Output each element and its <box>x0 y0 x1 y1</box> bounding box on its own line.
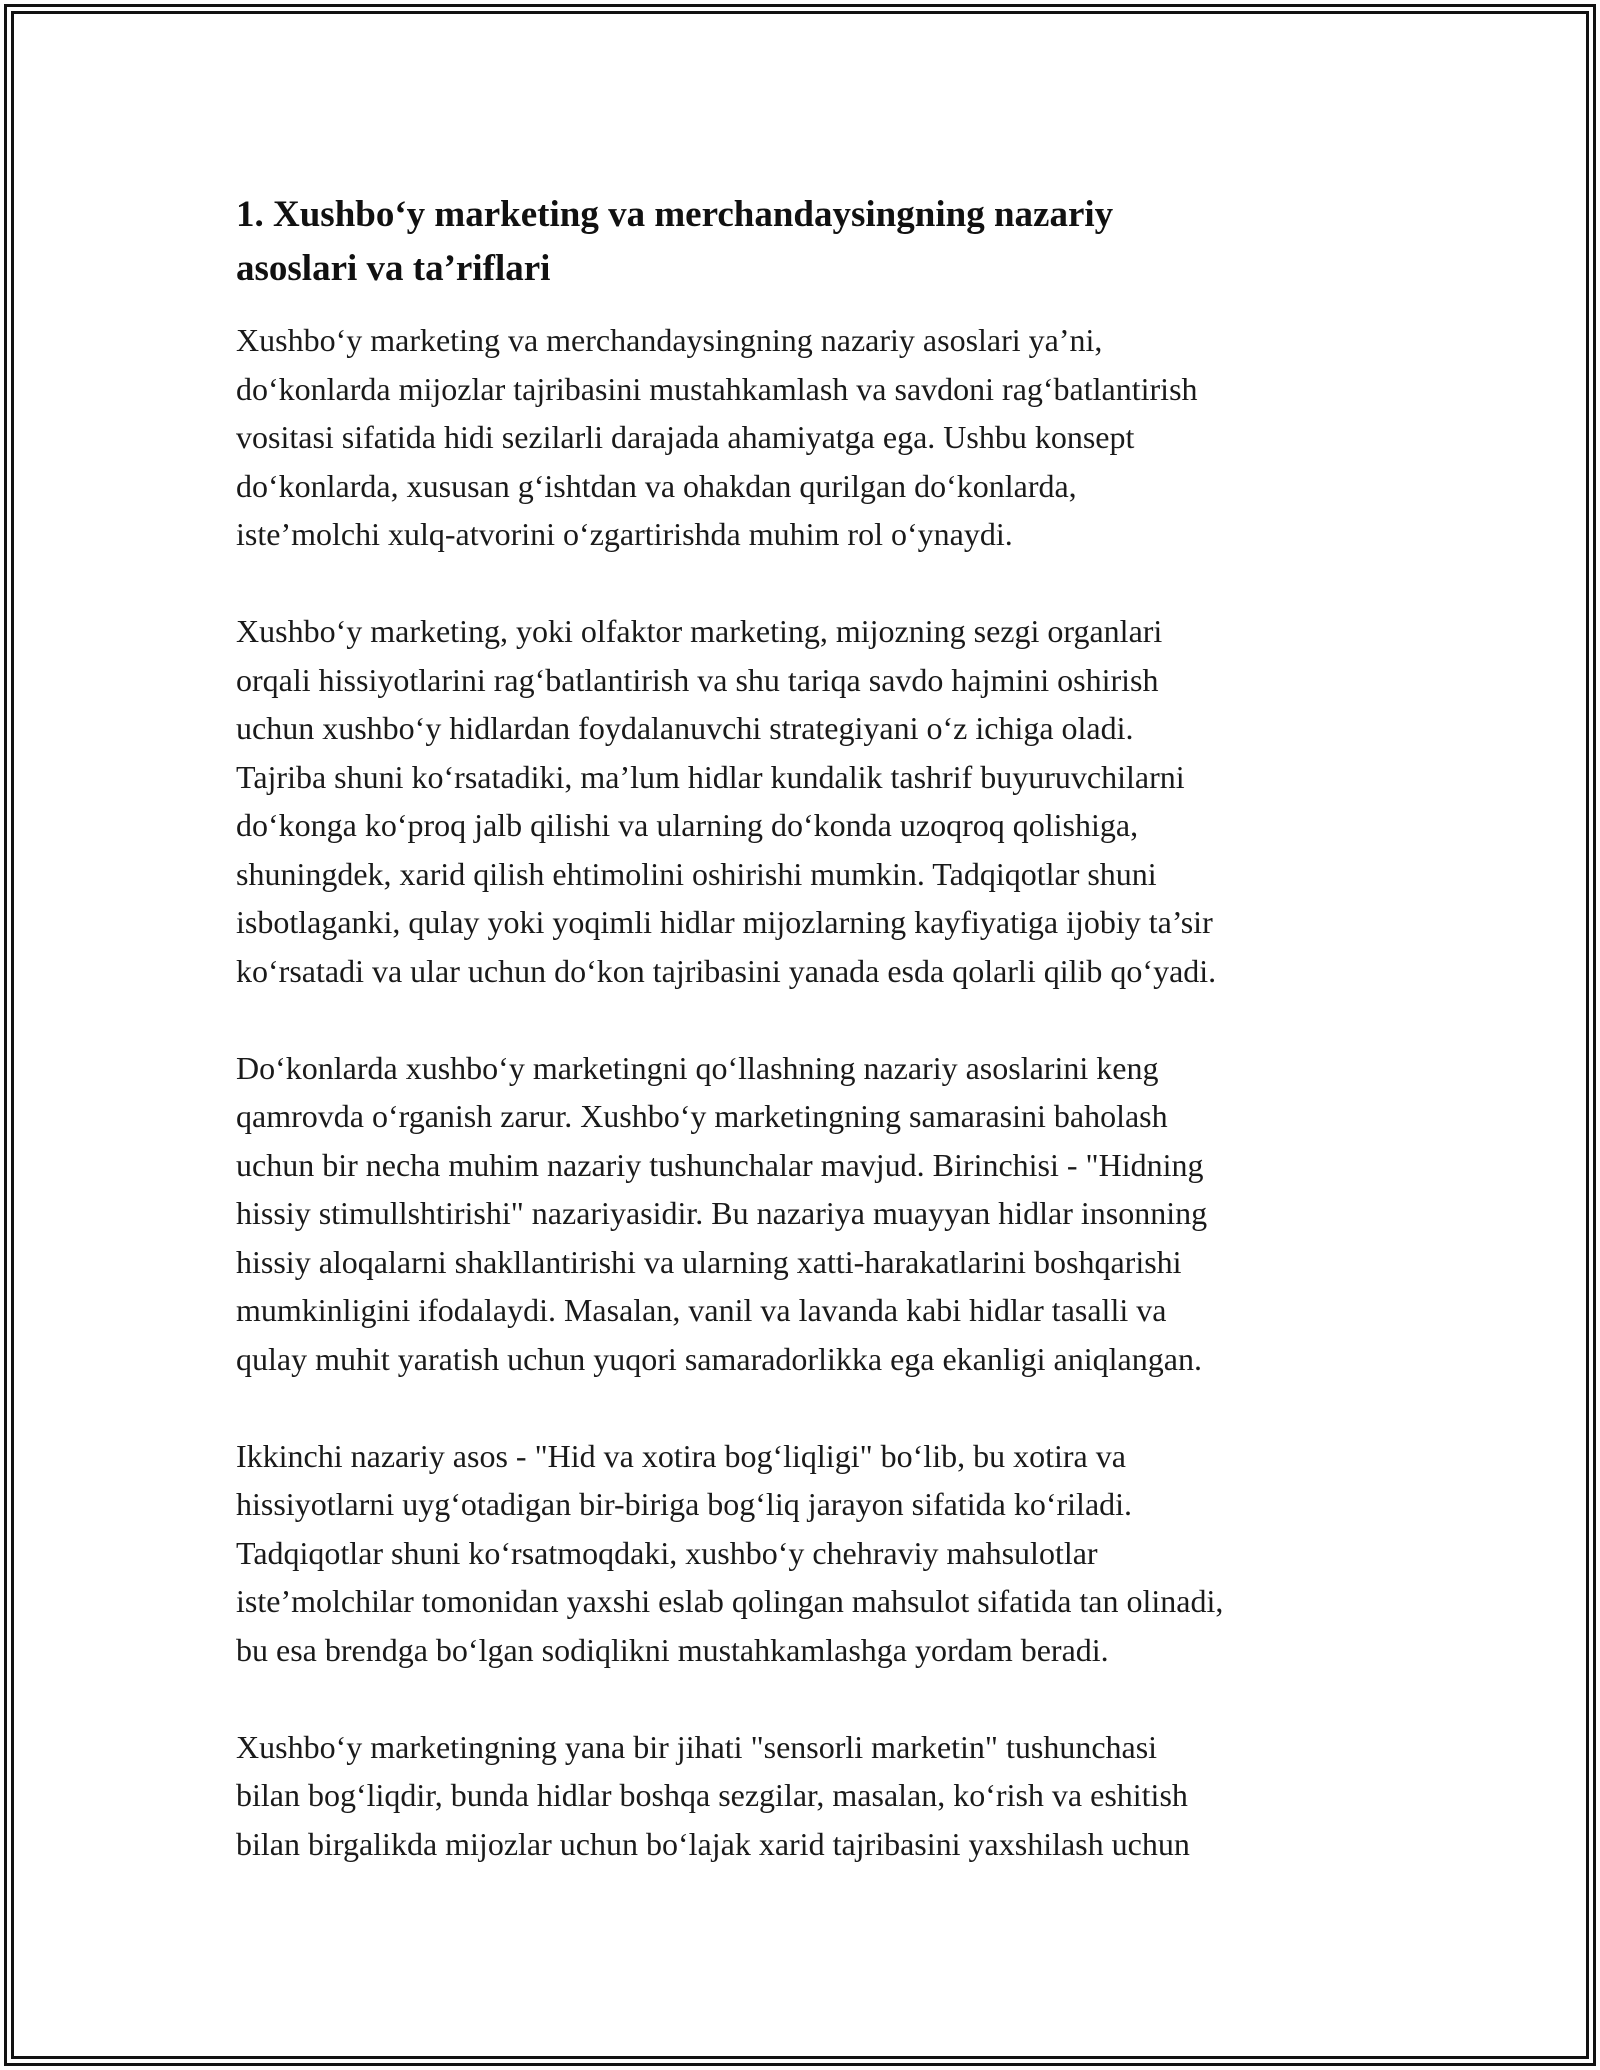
text-line: iste’molchilar tomonidan yaxshi eslab qolingan mahsulot sifatida tan olinadi, <box>236 1583 1224 1619</box>
paragraph-4 <box>236 1432 1376 1675</box>
text-line: mumkinligini ifodalaydi. Masalan, vanil va lavanda kabi hidlar tasalli va <box>236 1292 1167 1328</box>
text-line: Ikkinchi nazariy asos - "Hid va xotira bog‘liqligi" bo‘lib, bu xotira va <box>236 1437 1126 1474</box>
text-line: Xushbo‘y marketingning yana bir jihati "sensorli marketin" tushunchasi <box>236 1728 1158 1765</box>
text-line: isbotlaganki, qulay yoki yoqimli hidlar mijozlarning kayfiyatiga ijobiy ta’sir <box>236 904 1213 940</box>
text-line: do‘konga ko‘proq jalb qilishi va ularning do‘konda uzoqroq qolishiga, <box>236 807 1139 843</box>
text-line: Tadqiqotlar shuni ko‘rsatmoqdaki, xushbo‘y chehraviy mahsulotlar <box>236 1534 1098 1571</box>
text-line: Tajriba shuni ko‘rsatadiki, ma’lum hidlar kundalik tashrif buyuruvchilarni <box>236 758 1185 795</box>
text-line: iste’molchi xulq-atvorini o‘zgartirishda muhim rol o‘ynaydi. <box>236 516 1013 552</box>
text-line: hissiy aloqalarni shakllantirishi va ularning xatti-harakatlarini boshqarishi <box>236 1243 1182 1280</box>
text-line: bu esa brendga bo‘lgan sodiqlikni mustahkamlashga yordam beradi. <box>236 1631 1109 1668</box>
text-line: bilan bog‘liqdir, bunda hidlar boshqa sezgilar, masalan, ko‘rish va eshitish <box>236 1777 1188 1813</box>
text-line: Xushbo‘y marketing va merchandaysingning nazariy asoslari ya’ni, <box>236 322 1103 358</box>
text-line: Do‘konlarda xushbo‘y marketingni qo‘llashning nazariy asoslarini keng <box>236 1049 1159 1086</box>
text-line: uchun bir necha muhim nazariy tushunchalar mavjud. Birinchisi - "Hidning <box>236 1146 1204 1183</box>
text-line: orqali hissiyotlarini rag‘batlantirish va shu tariqa savdo hajmini oshirish <box>236 661 1159 698</box>
section-heading <box>236 188 1376 296</box>
text-line: ko‘rsatadi va ular uchun do‘kon tajribasini yanada esda qolarli qilib qo‘yadi. <box>236 952 1217 989</box>
text-line: vositasi sifatida hidi sezilarli darajada ahamiyatga ega. Ushbu konsept <box>236 419 1135 455</box>
text-line: hissiyotlarni uyg‘otadigan bir-biriga bog‘liq jarayon sifatida ko‘riladi. <box>236 1486 1133 1522</box>
text-line: do‘konlarda, xususan g‘ishtdan va ohakdan qurilgan do‘konlarda, <box>236 467 1077 504</box>
document-body <box>236 188 1376 1917</box>
text-line: shuningdek, xarid qilish ehtimolini oshirishi mumkin. Tadqiqotlar shuni <box>236 855 1157 892</box>
paragraph-3 <box>236 1044 1376 1384</box>
text-line: bilan birgalikda mijozlar uchun bo‘lajak xarid tajribasini yaxshilash uchun <box>236 1825 1190 1862</box>
text-line: hissiy stimullshtirishi" nazariyasidir. Bu nazariya muayyan hidlar insonning <box>236 1195 1208 1231</box>
text-line: qamrovda o‘rganish zarur. Xushbo‘y marketingning samarasini baholash <box>236 1098 1168 1134</box>
text-line: Xushbo‘y marketing, yoki olfaktor marketing, mijozning sezgi organlari <box>236 613 1163 649</box>
paragraph-2 <box>236 607 1376 995</box>
text-line: do‘konlarda mijozlar tajribasini mustahkamlash va savdoni rag‘batlantirish <box>236 370 1198 407</box>
heading-line: asoslari va ta’riflari <box>236 248 551 289</box>
heading-line: 1. Xushbo‘y marketing va merchandaysingning nazariy <box>236 194 1114 235</box>
text-line: uchun xushbo‘y hidlardan foydalanuvchi strategiyani o‘z ichiga oladi. <box>236 710 1134 746</box>
paragraph-1 <box>236 316 1376 559</box>
text-line: qulay muhit yaratish uchun yuqori samaradorlikka ega ekanligi aniqlangan. <box>236 1340 1202 1377</box>
paragraph-5 <box>236 1723 1376 1869</box>
